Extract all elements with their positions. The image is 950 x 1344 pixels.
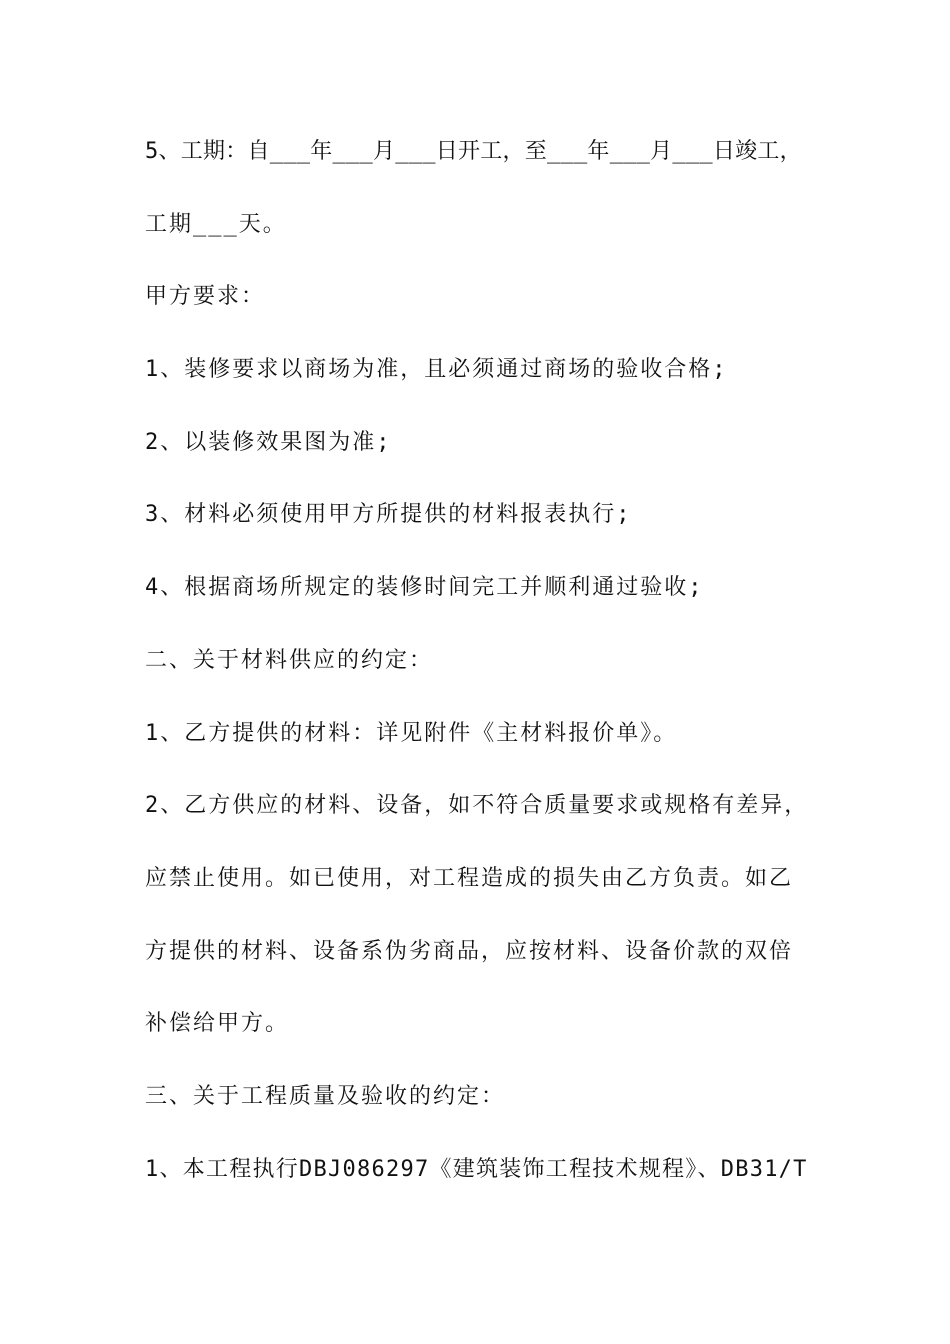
heading-quality-acceptance: 三、关于工程质量及验收的约定： xyxy=(145,1083,506,1109)
requirement-item-2: 2、以装修效果图为准; xyxy=(145,429,392,455)
material-item-2-line-2: 应禁止使用。如已使用，对工程造成的损失由乙方负责。如乙 xyxy=(145,865,794,891)
quality-item-1: 1、本工程执行DBJ086297《建筑装饰工程技术规程》、DB31/T xyxy=(145,1156,808,1182)
contract-text xyxy=(145,128,810,1218)
material-item-2-line-1: 2、乙方供应的材料、设备，如不符合质量要求或规格有差异， xyxy=(145,793,809,819)
material-item-2-line-3: 方提供的材料、设备系伪劣商品，应按材料、设备价款的双倍 xyxy=(145,938,794,964)
requirement-item-1: 1、装修要求以商场为准，且必须通过商场的验收合格; xyxy=(145,357,728,383)
clause-construction-period: 5、工期：自___年___月___日开工，至___年___月___日竣工， xyxy=(145,139,802,164)
requirement-item-3: 3、材料必须使用甲方所提供的材料报表执行; xyxy=(145,502,632,528)
material-item-1: 1、乙方提供的材料：详见附件《主材料报价单》。 xyxy=(145,720,678,746)
requirement-item-4: 4、根据商场所规定的装修时间完工并顺利通过验收; xyxy=(145,575,704,601)
clause-construction-period-days: 工期___天。 xyxy=(145,211,287,237)
heading-party-a-requirements: 甲方要求： xyxy=(145,284,266,310)
material-item-2-line-4: 补偿给甲方。 xyxy=(145,1011,290,1037)
heading-material-supply: 二、关于材料供应的约定： xyxy=(145,647,434,673)
